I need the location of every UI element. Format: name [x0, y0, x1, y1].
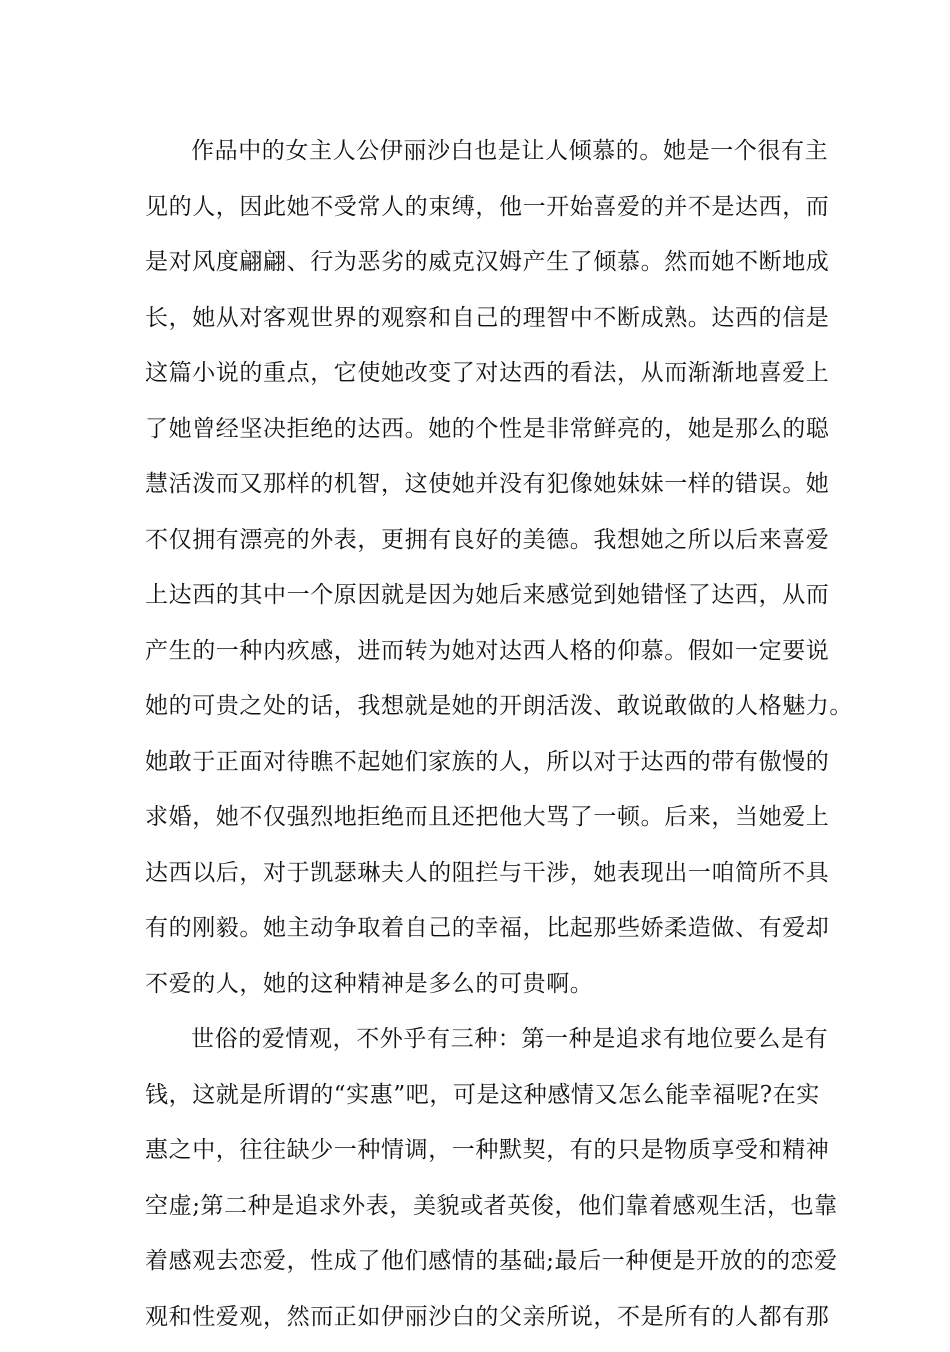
paragraph-line: 慧活泼而又那样的机智，这使她并没有犯像她妹妹一样的错误。她	[145, 464, 845, 520]
paragraph-line: 不仅拥有漂亮的外表，更拥有良好的美德。我想她之所以后来喜爱	[145, 520, 845, 576]
paragraph-line: 观和性爱观，然而正如伊丽沙白的父亲所说，不是所有的人都有那	[145, 1297, 845, 1352]
paragraph-line: 上达西的其中一个原因就是因为她后来感觉到她错怪了达西，从而	[145, 575, 845, 631]
paragraph-line: 她的可贵之处的话，我想就是她的开朗活泼、敢说敢做的人格魅力。	[145, 686, 845, 742]
paragraph-2	[145, 1019, 845, 1352]
paragraph-line: 见的人，因此她不受常人的束缚，他一开始喜爱的并不是达西，而	[145, 187, 845, 243]
paragraph-line: 空虚;第二种是追求外表，美貌或者英俊，他们靠着感观生活，也靠	[145, 1186, 845, 1242]
paragraph-line: 作品中的女主人公伊丽沙白也是让人倾慕的。她是一个很有主	[145, 131, 845, 187]
paragraph-line: 是对风度翩翩、行为恶劣的威克汉姆产生了倾慕。然而她不断地成	[145, 242, 845, 298]
essay-body	[145, 131, 845, 1352]
paragraph-line: 惠之中，往往缺少一种情调，一种默契，有的只是物质享受和精神	[145, 1130, 845, 1186]
paragraph-line: 求婚，她不仅强烈地拒绝而且还把他大骂了一顿。后来，当她爱上	[145, 797, 845, 853]
paragraph-line: 钱，这就是所谓的“实惠”吧，可是这种感情又怎么能幸福呢?在实	[145, 1075, 845, 1131]
paragraph-line: 着感观去恋爱，性成了他们感情的基础;最后一种便是开放的的恋爱	[145, 1241, 845, 1297]
paragraph-line: 不爱的人，她的这种精神是多么的可贵啊。	[145, 964, 845, 1020]
paragraph-line: 她敢于正面对待瞧不起她们家族的人，所以对于达西的带有傲慢的	[145, 742, 845, 798]
paragraph-line: 有的刚毅。她主动争取着自己的幸福，比起那些娇柔造做、有爱却	[145, 908, 845, 964]
paragraph-line: 达西以后，对于凯瑟琳夫人的阻拦与干涉，她表现出一咱简所不具	[145, 853, 845, 909]
paragraph-line: 产生的一种内疚感，进而转为她对达西人格的仰慕。假如一定要说	[145, 631, 845, 687]
paragraph-line: 长，她从对客观世界的观察和自己的理智中不断成熟。达西的信是	[145, 298, 845, 354]
paragraph-line: 这篇小说的重点，它使她改变了对达西的看法，从而渐渐地喜爱上	[145, 353, 845, 409]
paragraph-line: 世俗的爱情观，不外乎有三种：第一种是追求有地位要么是有	[145, 1019, 845, 1075]
paragraph-line: 了她曾经坚决拒绝的达西。她的个性是非常鲜亮的，她是那么的聪	[145, 409, 845, 465]
paragraph-1	[145, 131, 845, 1019]
